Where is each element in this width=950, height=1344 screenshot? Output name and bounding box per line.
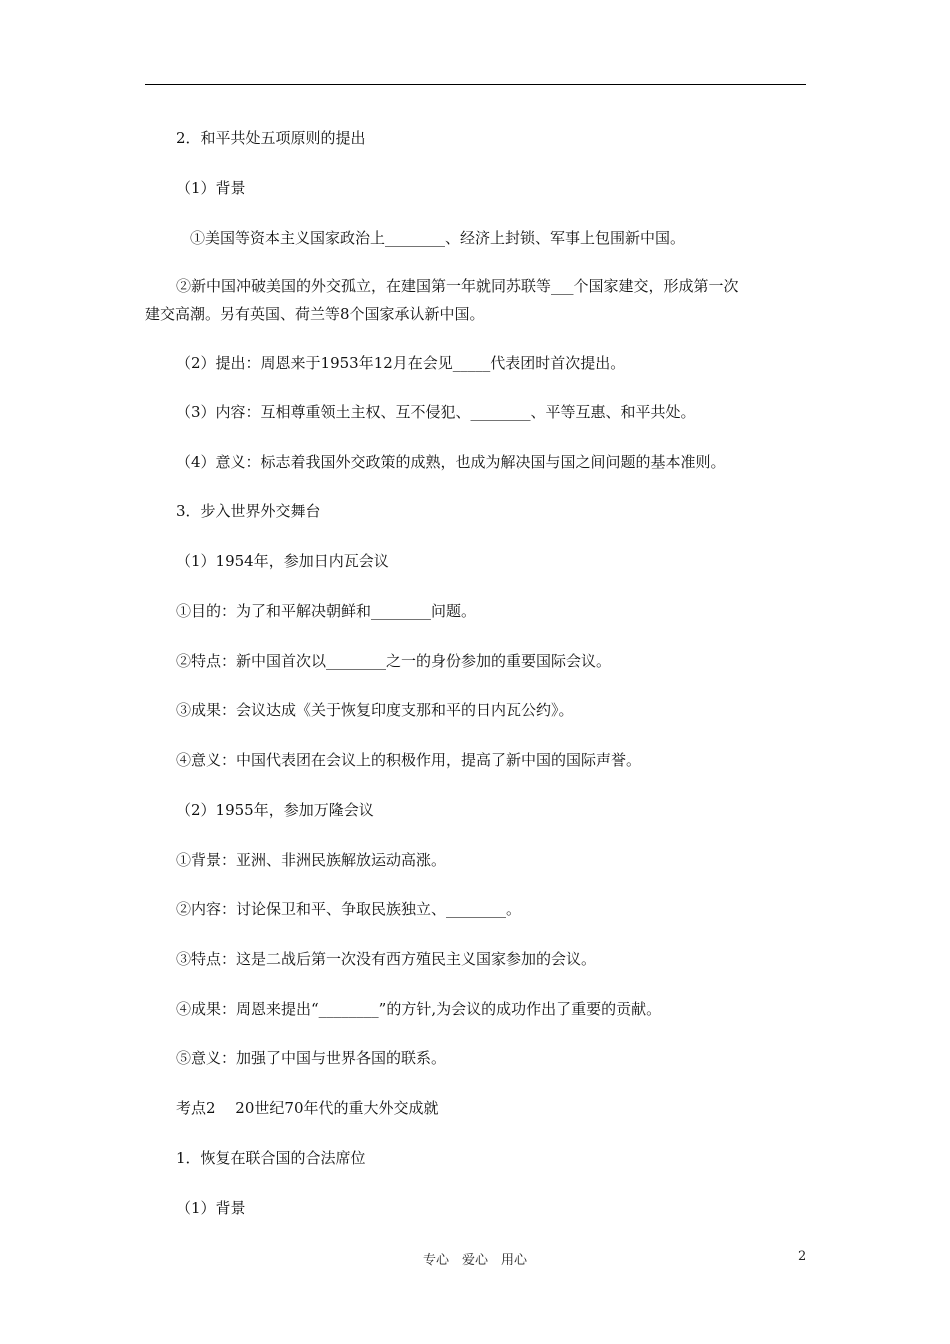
body-text: （2）提出：周恩来于1953年12月在会见_____代表团时首次提出。 xyxy=(176,354,626,372)
subsection-heading: （1）1954年，参加日内瓦会议 xyxy=(176,552,389,570)
body-text: （4）意义：标志着我国外交政策的成熟，也成为解决国与国之间问题的基本准则。 xyxy=(176,453,726,471)
page-number: 2 xyxy=(798,1249,807,1264)
body-text: ③特点：这是二战后第一次没有西方殖民主义国家参加的会议。 xyxy=(176,950,597,968)
body-text: （3）内容：互相尊重领土主权、互不侵犯、________、平等互惠、和平共处。 xyxy=(176,403,696,421)
section-heading: 2．和平共处五项原则的提出 xyxy=(176,129,366,147)
subsection-heading: （1）背景 xyxy=(176,1199,246,1217)
body-text: ④意义：中国代表团在会议上的积极作用，提高了新中国的国际声誉。 xyxy=(176,751,642,769)
body-text: ②内容：讨论保卫和平、争取民族独立、________。 xyxy=(176,900,522,918)
subsection-heading: （2）1955年，参加万隆会议 xyxy=(176,801,374,819)
body-text: ④成果：周恩来提出“________”的方针,为会议的成功作出了重要的贡献。 xyxy=(176,1000,662,1018)
paragraph-line: 建交高潮。另有英国、荷兰等8个国家承认新中国。 xyxy=(145,305,485,323)
body-text: ①目的：为了和平解决朝鲜和________问题。 xyxy=(176,602,477,620)
body-text: ⑤意义：加强了中国与世界各国的联系。 xyxy=(176,1049,447,1067)
body-text: ①背景：亚洲、非洲民族解放运动高涨。 xyxy=(176,851,447,869)
paragraph-line: ②新中国冲破美国的外交孤立，在建国第一年就同苏联等___个国家建交，形成第一次 xyxy=(176,277,739,295)
body-text: ③成果：会议达成《关于恢复印度支那和平的日内瓦公约》。 xyxy=(176,701,574,719)
section-heading: 3．步入世界外交舞台 xyxy=(176,502,321,520)
exam-point-heading: 考点2 20世纪70年代的重大外交成就 xyxy=(176,1099,439,1117)
body-text: ①美国等资本主义国家政治上________、经济上封锁、军事上包围新中国。 xyxy=(190,229,686,247)
page-footer: 专心 爱心 用心 xyxy=(422,1253,527,1268)
subsection-heading: （1）背景 xyxy=(176,179,246,197)
header-rule xyxy=(145,84,806,85)
section-heading: 1．恢复在联合国的合法席位 xyxy=(176,1149,366,1167)
body-text: ②特点：新中国首次以________之一的身份参加的重要国际会议。 xyxy=(176,652,612,670)
body-paragraph xyxy=(145,272,809,328)
